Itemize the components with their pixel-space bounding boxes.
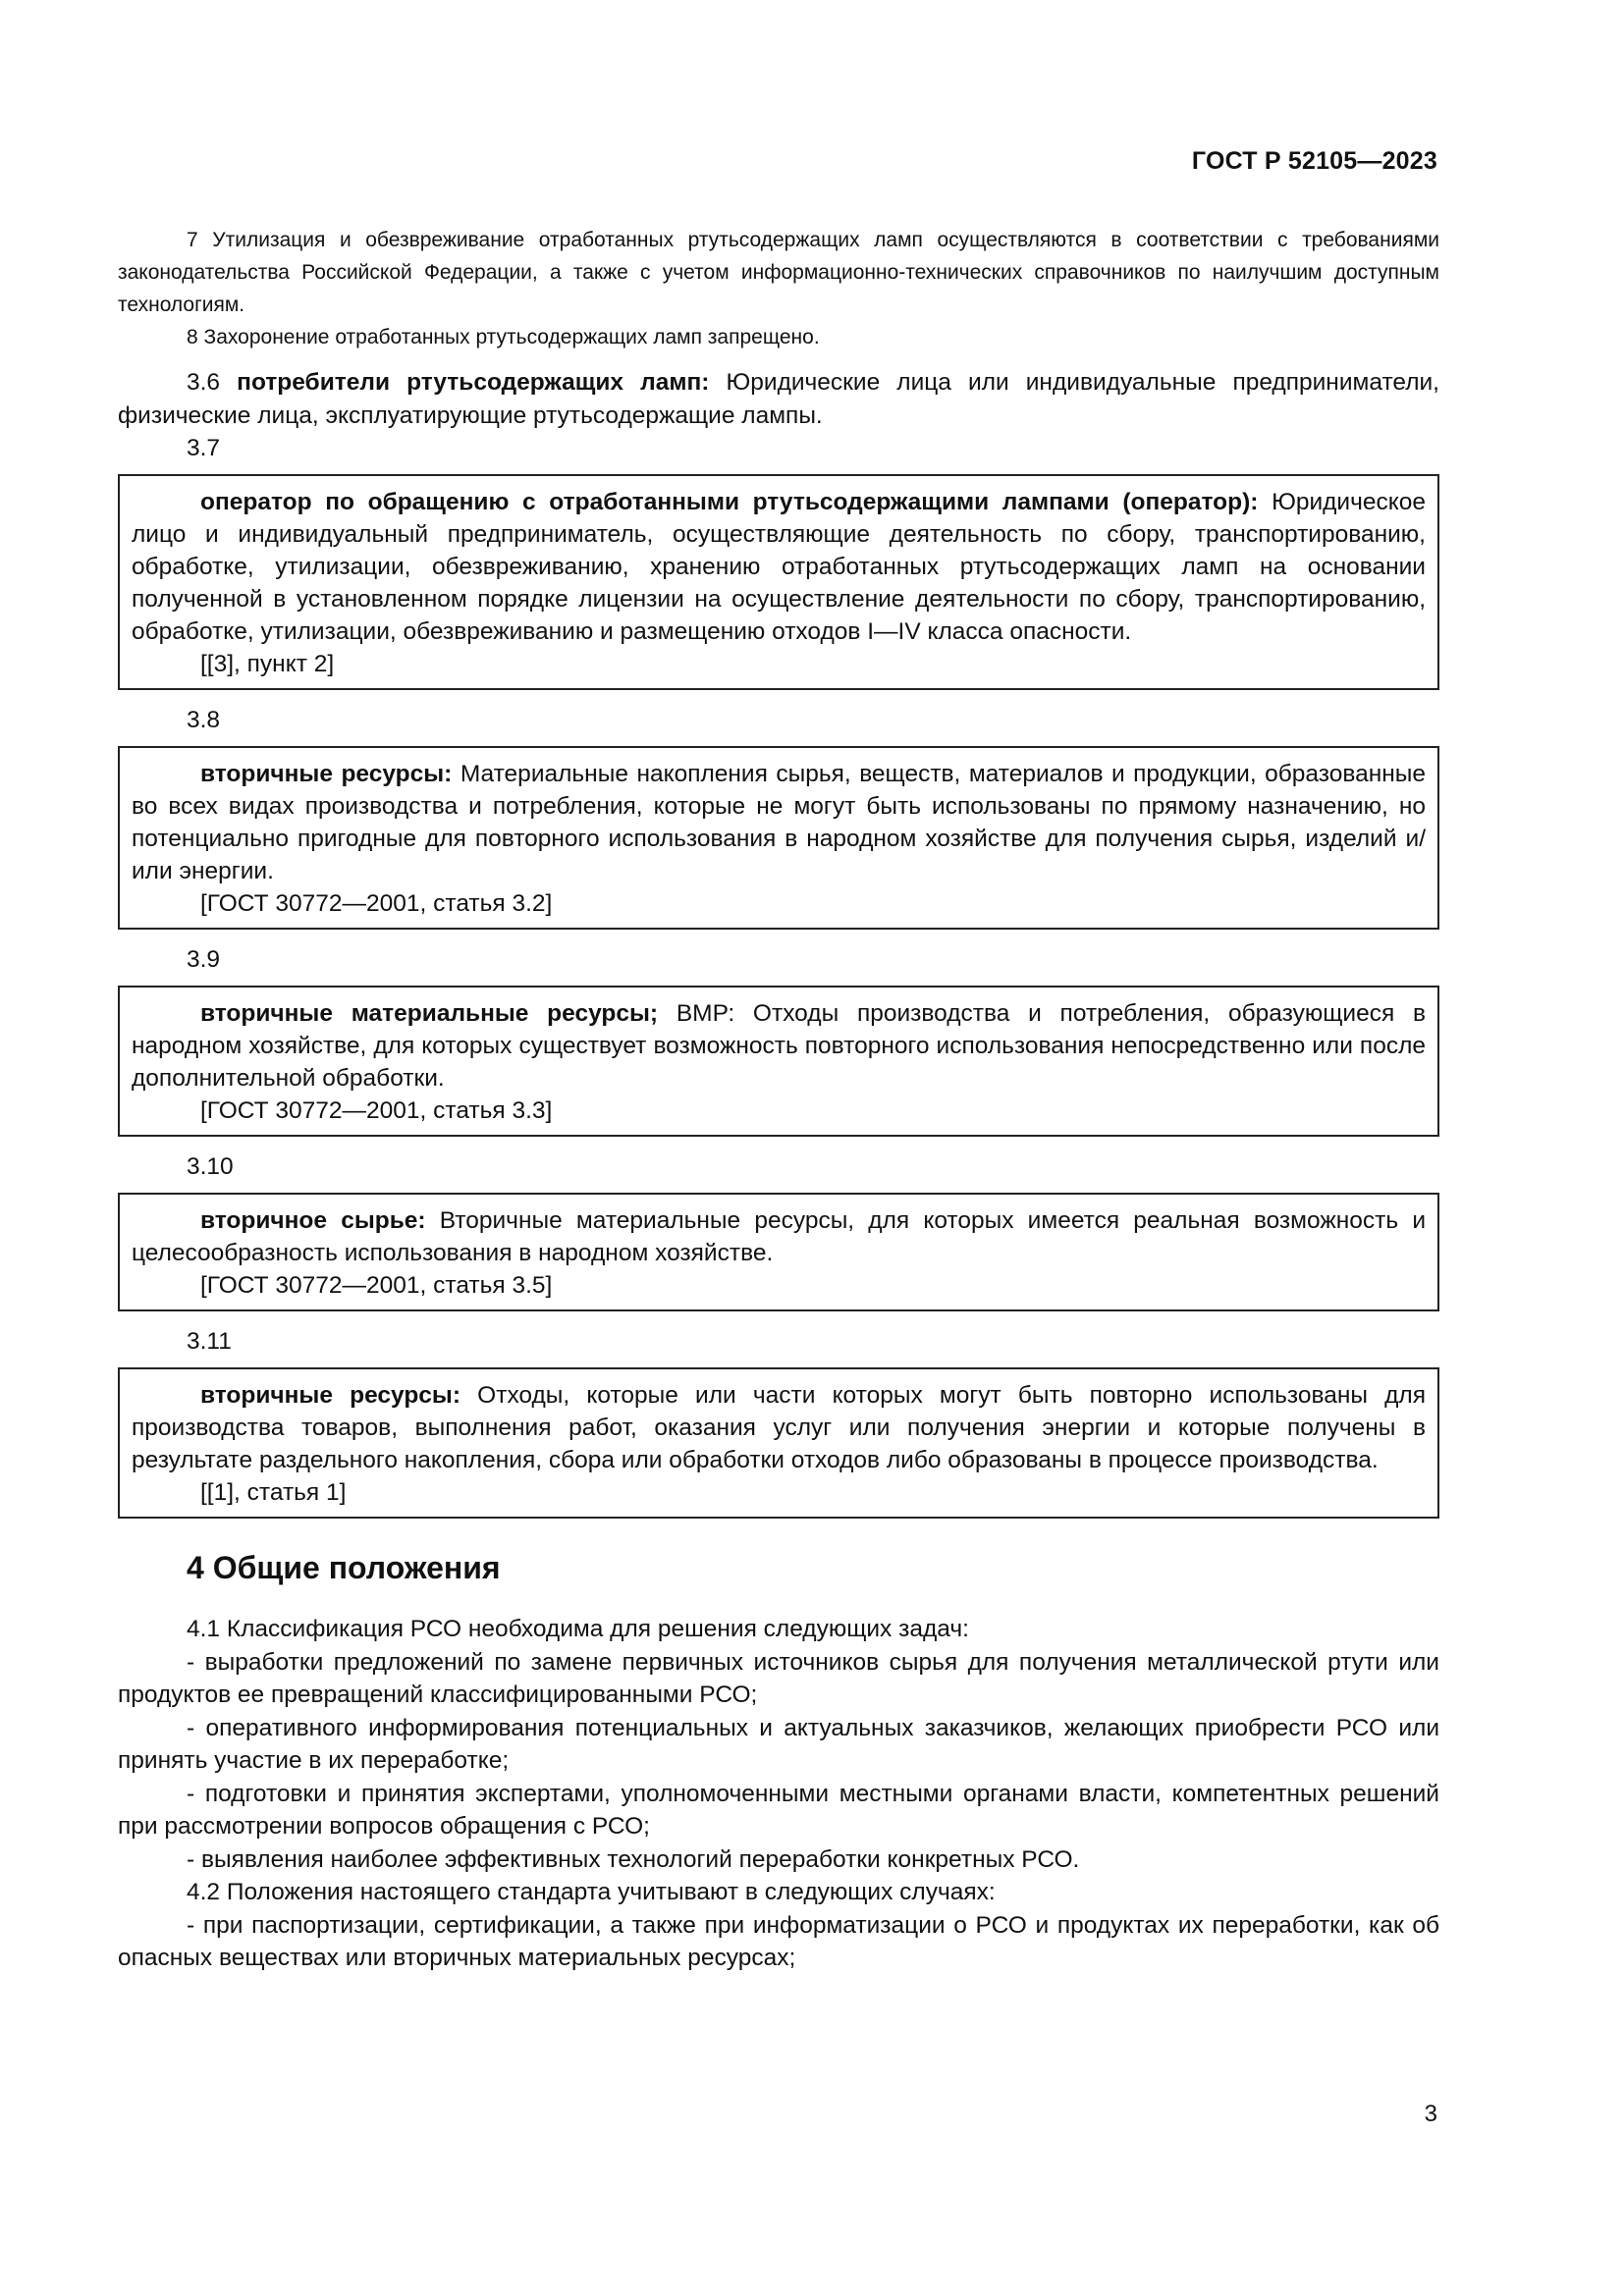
term-definition: Материальные накопления сырья, веществ, материалов и продукции, образованные во всех видах производства и потребления, которые не могут быть использованы по прямому назначению, но потенциально пригодные для повторного использования в народном хозяйстве для получения сырья, изделий и/или энергии.	[132, 761, 1426, 884]
term-box-3-11	[118, 1367, 1439, 1519]
term-box-3-8	[118, 746, 1439, 930]
list-item: - подготовки и принятия экспертами, уполномоченными местными органами власти, компетентных решений при рассмотрении вопросов обращения с РСО;	[118, 1780, 1439, 1840]
note-7	[118, 224, 1439, 321]
section-title: 4 Общие положения	[187, 1550, 501, 1585]
term-number-3-9: 3.9	[187, 946, 221, 973]
note-number: 7	[187, 229, 198, 251]
term-number-3-11: 3.11	[187, 1328, 232, 1355]
term-box-3-9	[118, 986, 1439, 1137]
term-source: [[1], статья 1]	[200, 1479, 347, 1506]
term-definition: Вторичные материальные ресурсы, для которых имеется реальная возможность и целесообразность использования в народном хозяйстве.	[132, 1207, 1427, 1266]
term-definition: Отходы, которые или части которых могут быть повторно использованы для производства товаров, выполнения работ, оказания услуг или получения энергии и которые получены в результате раздельного накопления, сбора или обработки отходов либо образованы в процессе производства.	[132, 1382, 1426, 1473]
term-box-3-7	[118, 474, 1439, 690]
term-3-6	[118, 366, 1439, 432]
term-number-3-7: 3.7	[187, 435, 221, 461]
term-name: оператор по обращению с отработанными ртутьсодержащими лампами (оператор):	[200, 489, 1259, 515]
term-entry	[132, 997, 1426, 1095]
term-source: [ГОСТ 30772—2001, статья 3.3]	[200, 1097, 553, 1124]
term-name: вторичные ресурсы:	[200, 761, 453, 787]
document-body	[118, 224, 1439, 1975]
note-text: Захоронение отработанных ртутьсодержащих ламп запрещено.	[203, 326, 820, 348]
term-source: [ГОСТ 30772—2001, статья 3.2]	[200, 890, 553, 917]
list-item: - выработки предложений по замене первичных источников сырья для получения металлической ртути или продуктов ее превращений классифицированными РСО;	[118, 1648, 1439, 1708]
term-box-3-10	[118, 1193, 1439, 1311]
term-definition: Юридическое лицо и индивидуальный предприниматель, осуществляющие деятельность по сбору, транспортированию, обработке, утилизации, обезвреживанию, хранению отработанных ртутьсодержащих ламп на основании полученной в установленном порядке лицензии на осуществление деятельности по сбору, транспортированию, обработке, утилизации, обезвреживанию и размещению отходов I—IV класса опасности.	[132, 489, 1427, 645]
note-8	[118, 321, 1439, 353]
term-source: [[3], пункт 2]	[200, 651, 335, 677]
term-number: 3.6	[187, 369, 221, 396]
term-name: потребители ртутьсодержащих ламп:	[237, 369, 710, 396]
term-number-3-10: 3.10	[187, 1153, 234, 1180]
list-item: - оперативного информирования потенциальных и актуальных заказчиков, желающих приобрести РСО или принять участие в их переработке;	[118, 1714, 1439, 1774]
note-number: 8	[187, 326, 198, 348]
term-entry	[132, 1204, 1426, 1269]
term-entry	[132, 486, 1426, 648]
page-number: 3	[1424, 2101, 1437, 2127]
term-source: [ГОСТ 30772—2001, статья 3.5]	[200, 1272, 553, 1299]
term-number-3-8: 3.8	[187, 707, 221, 733]
list-item: - при паспортизации, сертификации, а также при информатизации о РСО и продуктах их переработки, как об опасных веществах или вторичных материальных ресурсах;	[118, 1911, 1439, 1971]
term-entry	[132, 758, 1426, 887]
term-name: вторичные ресурсы:	[200, 1382, 461, 1409]
term-definition: ВМР: Отходы производства и потребления, образующиеся в народном хозяйстве, для которых существует возможность повторного использования непосредственно или после дополнительной обработки.	[132, 1000, 1426, 1092]
document-header: ГОСТ Р 52105—2023	[1191, 147, 1437, 175]
term-entry	[132, 1379, 1426, 1476]
paragraph-4-1: 4.1 Классификация РСО необходима для решения следующих задач:	[187, 1616, 969, 1642]
term-name: вторичные материальные ресурсы;	[200, 1000, 659, 1027]
term-definition: Юридические лица или индивидуальные предприниматели, физические лица, эксплуатирующие ртутьсодержащие лампы.	[118, 369, 1439, 429]
list-item: - выявления наиболее эффективных технологий переработки конкретных РСО.	[187, 1845, 1080, 1873]
term-name: вторичное сырье:	[200, 1207, 426, 1234]
note-text: Утилизация и обезвреживание отработанных ртутьсодержащих ламп осуществляются в соответствии с требованиями законодательства Российской Федерации, а также с учетом информационно-технических справочников по наилучшим доступным технологиям.	[118, 229, 1439, 316]
paragraph-4-2: 4.2 Положения настоящего стандарта учитывают в следующих случаях:	[187, 1879, 996, 1905]
